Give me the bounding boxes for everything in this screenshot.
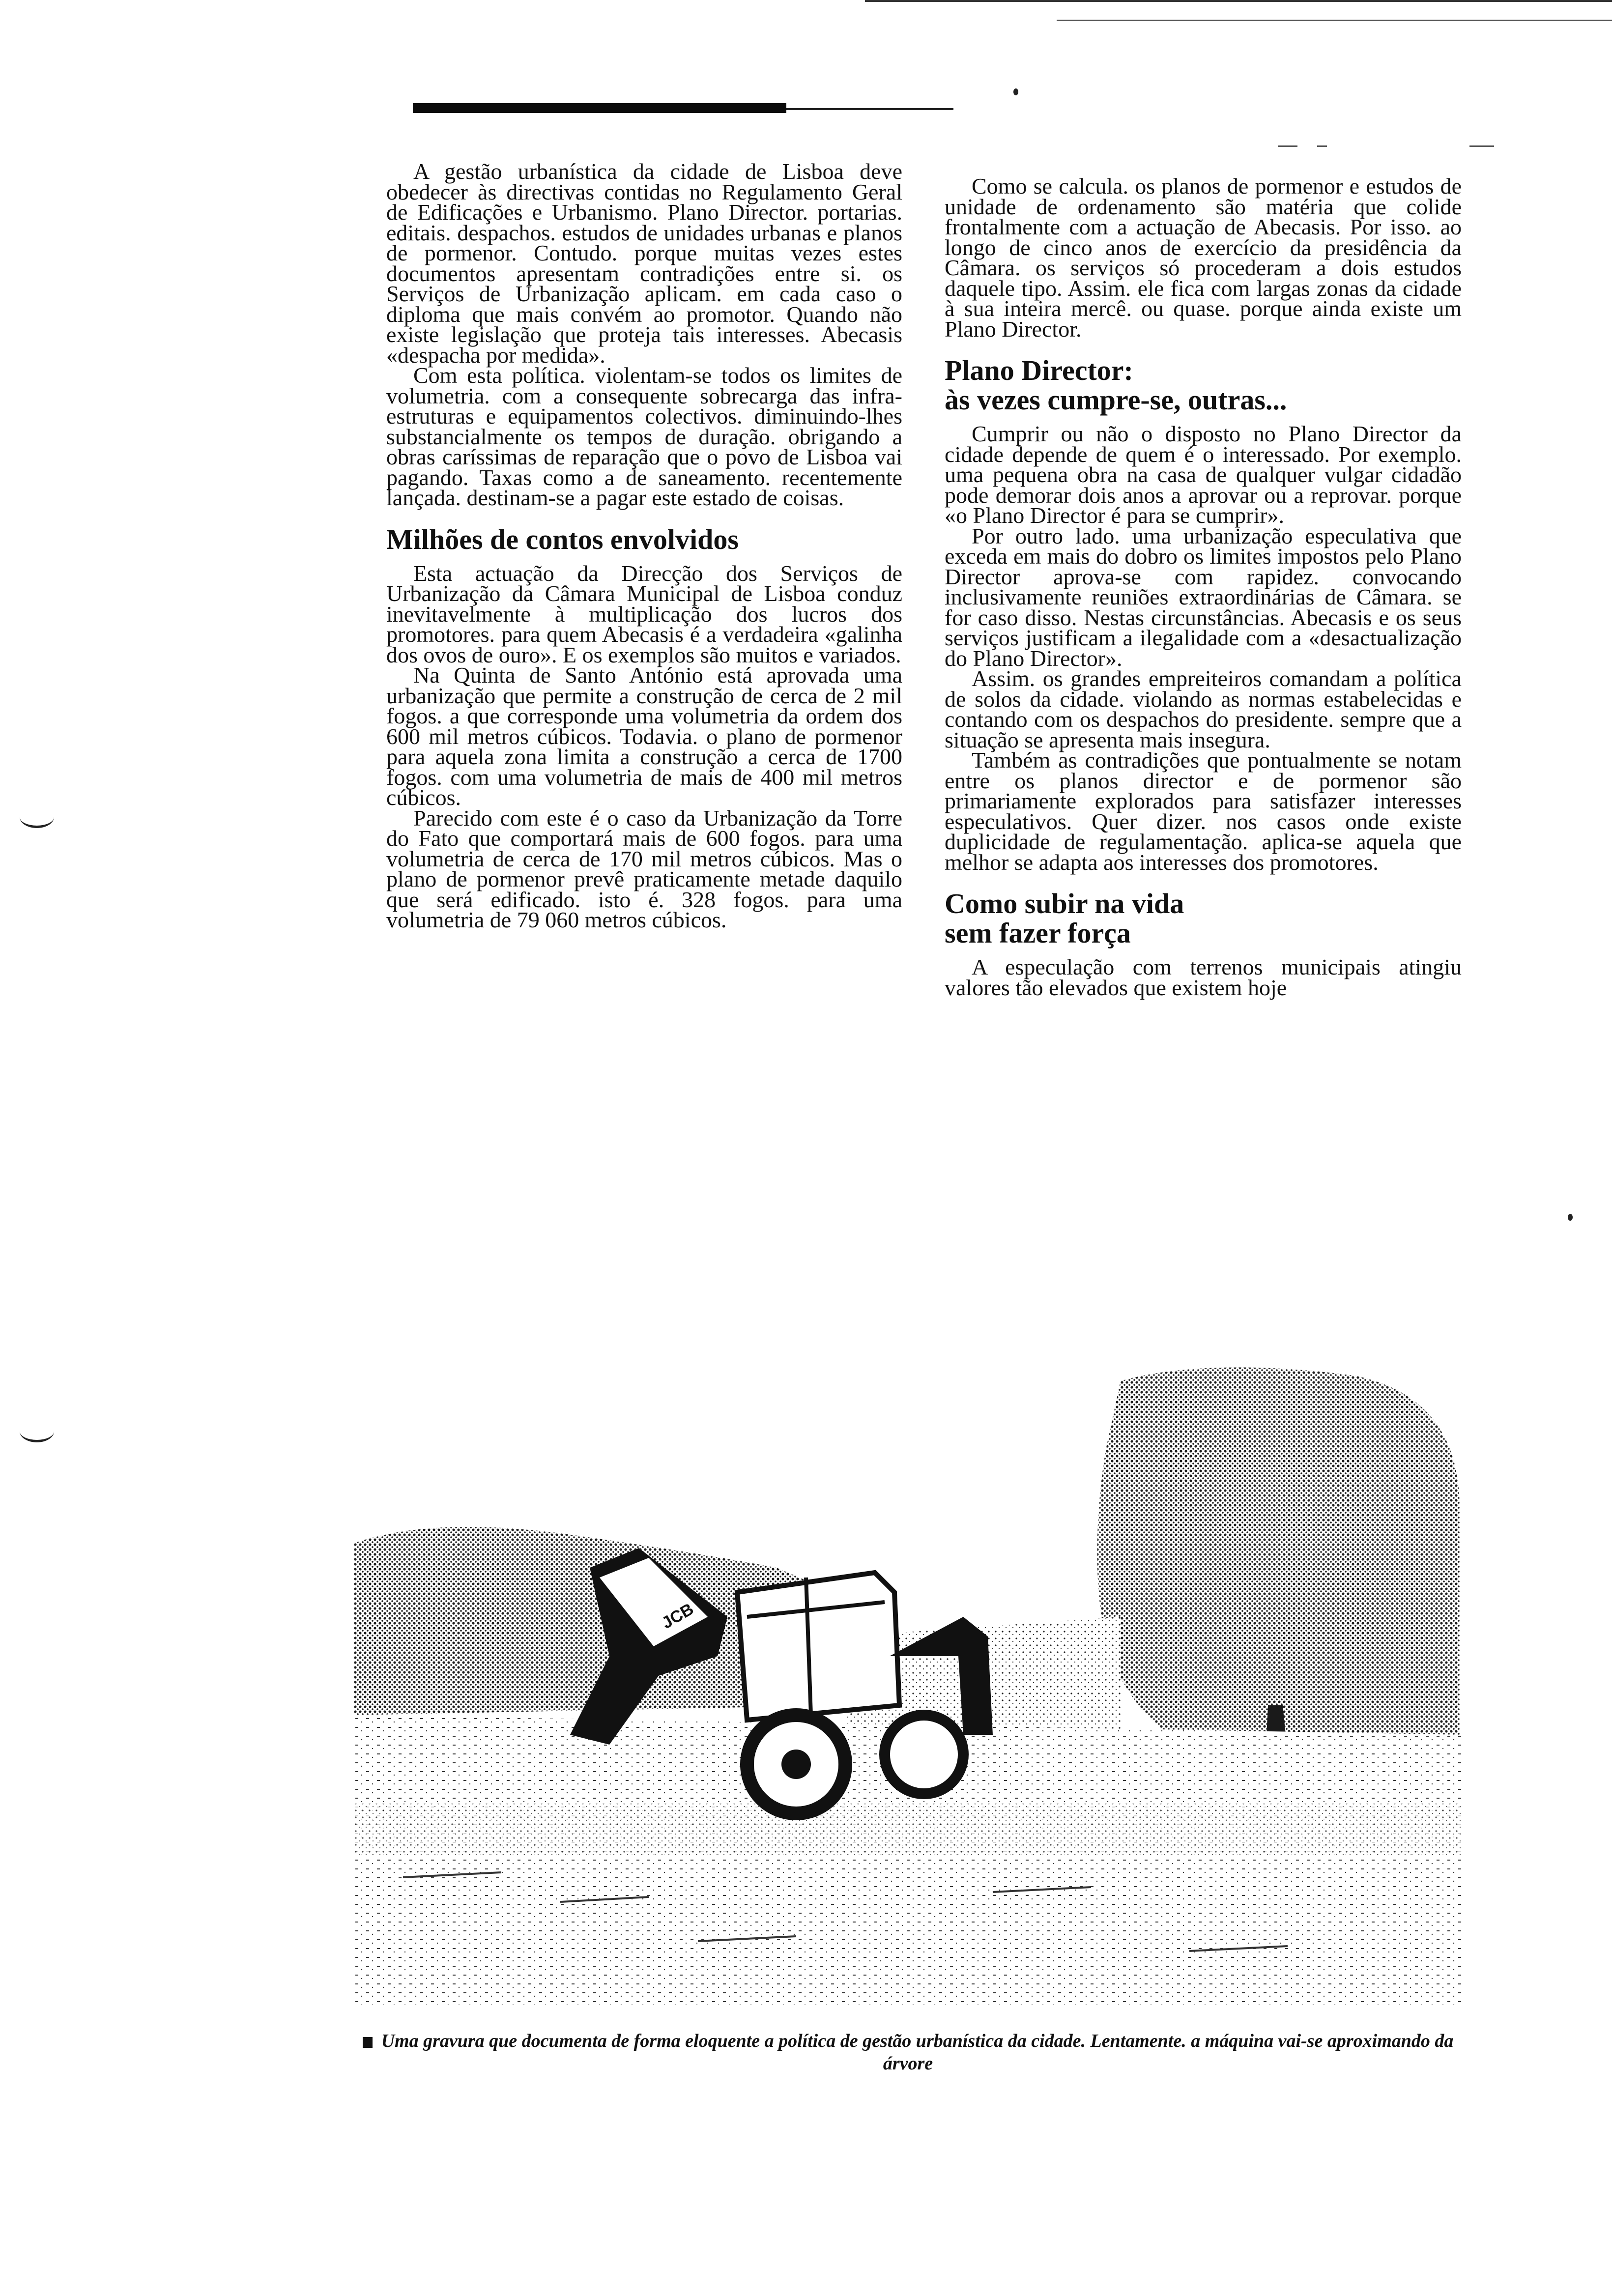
excavator-cab xyxy=(737,1573,899,1720)
body-paragraph: Por outro lado. uma urbanização especulativa que exceda em mais do dobro os limites impostos pelo Plano Director aprova-se com rapidez. convocando inclusivamente reuniões extraordinárias de Câmara. se for caso disso. Nestas circunstâncias. Abecasis e os seus serviços justificam a ilegalidade com a «desactualização do Plano Director». xyxy=(945,523,1462,671)
body-paragraph: Com esta política. violentam-se todos os limites de volumetria. com a consequente sobrecarga das infra-estruturas e equipamentos colectivos. diminuindo-lhes substancialmente os tempos de duração. obrigando a obras caríssimas de reparação que o povo de Lisboa vai pagando. Taxas como a de saneamento. recentemente lançada. destinam-se a pagar este estado de coisas. xyxy=(386,363,902,510)
excavator-brand-label: JCB xyxy=(659,1600,697,1633)
hole-punch-mark xyxy=(20,1420,54,1442)
section-heading-line: Plano Director: xyxy=(945,354,1133,386)
section-heading xyxy=(945,889,1462,948)
scan-speck xyxy=(1013,88,1018,95)
excavator-wheel xyxy=(885,1715,963,1794)
body-paragraph: A gestão urbanística da cidade de Lisboa deve obedecer às directivas contidas no Regulamento Geral de Edificações e Urbanismo. Plano Director. portarias. editais. despachos. estudos de unidades urbanas e planos de pormenor. Contudo. porque muitas vezes estes documentos apresentam contradições entre si. os Serviços de Urbanização aplicam. em cada caso o diploma que mais convém ao promotor. Quando não existe legislação que proteja tais interesses. Abecasis «despacha por medida». xyxy=(386,159,902,368)
article-right-column xyxy=(945,173,1462,1000)
body-paragraph: Esta actuação da Direcção dos Serviços de Urbanização da Câmara Municipal de Lisboa conduz inevitavelmente à multiplicação dos lucros dos promotores. para quem Abecasis é a verdadeira «galinha dos ovos de ouro». E os exemplos são muitos e variados. xyxy=(386,560,902,667)
scan-speck xyxy=(1278,145,1297,147)
body-paragraph: Assim. os grandes empreiteiros comandam a política de solos da cidade. violando as normas estabelecidas e contando com os despachos do presidente. sempre que a situação se apresenta mais insegura. xyxy=(945,666,1462,752)
photo-caption-text: Uma gravura que documenta de forma eloquente a política de gestão urbanística da cidade. Lentamente. a máquina vai-se aproximando da árvore xyxy=(381,2031,1454,2074)
section-heading-line: Como subir na vida xyxy=(945,888,1184,919)
body-paragraph: Também as contradições que pontualmente se notam entre os planos director e de pormenor são primariamente explorados para satisfazer interesses especulativos. Quer dizer. nos casos onde existe duplicidade de regulamentação. aplica-se aquela que melhor se adapta aos interesses dos promotores. xyxy=(945,747,1462,875)
scan-speck xyxy=(1317,145,1327,147)
body-paragraph: Na Quinta de Santo António está aprovada uma urbanização que permite a construção de cerca de 2 mil fogos. a que corresponde uma volumetria da ordem dos 600 mil metros cúbicos. Todavia. o plano de pormenor para aquela zona limita a construção a cerca de 1700 fogos. com uma volumetria de mais de 400 mil metros cúbicos. xyxy=(386,662,902,810)
article-header-rule xyxy=(413,103,953,115)
body-paragraph: A especulação com terrenos municipais atingiu valores tão elevados que existem hoje xyxy=(945,954,1462,1000)
body-paragraph: Cumprir ou não o disposto no Plano Director da cidade depende de quem é o interessado. Por exemplo. uma pequena obra na casa de qualquer vulgar cidadão pode demorar dois anos a aprovar ou a reprovar. porque «o Plano Director é para se cumprir». xyxy=(945,421,1462,528)
scan-speck xyxy=(1469,145,1494,147)
article-left-column xyxy=(386,161,902,930)
hole-punch-mark xyxy=(20,806,54,828)
article-photo xyxy=(354,1361,1462,2005)
section-heading-line: sem fazer força xyxy=(945,917,1131,949)
section-heading xyxy=(945,356,1462,415)
section-heading-line: às vezes cumpre-se, outras... xyxy=(945,384,1287,416)
photo-caption xyxy=(354,2030,1462,2075)
body-paragraph: Parecido com este é o caso da Urbanização da Torre do Fato que comportará mais de 600 fogos. para uma volumetria de cerca de 170 mil metros cúbicos. Mas o plano de pormenor prevê praticamente metade daquilo que será edificado. isto é. 328 fogos. para uma volumetria de 79 060 metros cúbicos. xyxy=(386,805,902,932)
scan-speck xyxy=(1568,1214,1573,1221)
scan-edge-line-secondary xyxy=(1057,20,1612,21)
body-paragraph: Como se calcula. os planos de pormenor e estudos de unidade de ordenamento são matéria que colide frontalmente com a actuação de Abecasis. Por isso. ao longo de cinco anos de exercício da presidência da Câmara. os serviços só procederam a dois estudos daquele tipo. Assim. ele fica com largas zonas da cidade à sua inteira mercê. ou quase. porque ainda existe um Plano Director. xyxy=(945,173,1462,342)
section-heading: Milhões de contos envolvidos xyxy=(386,523,739,555)
caption-bullet-icon xyxy=(363,2037,373,2048)
scan-edge-line xyxy=(865,0,1612,2)
